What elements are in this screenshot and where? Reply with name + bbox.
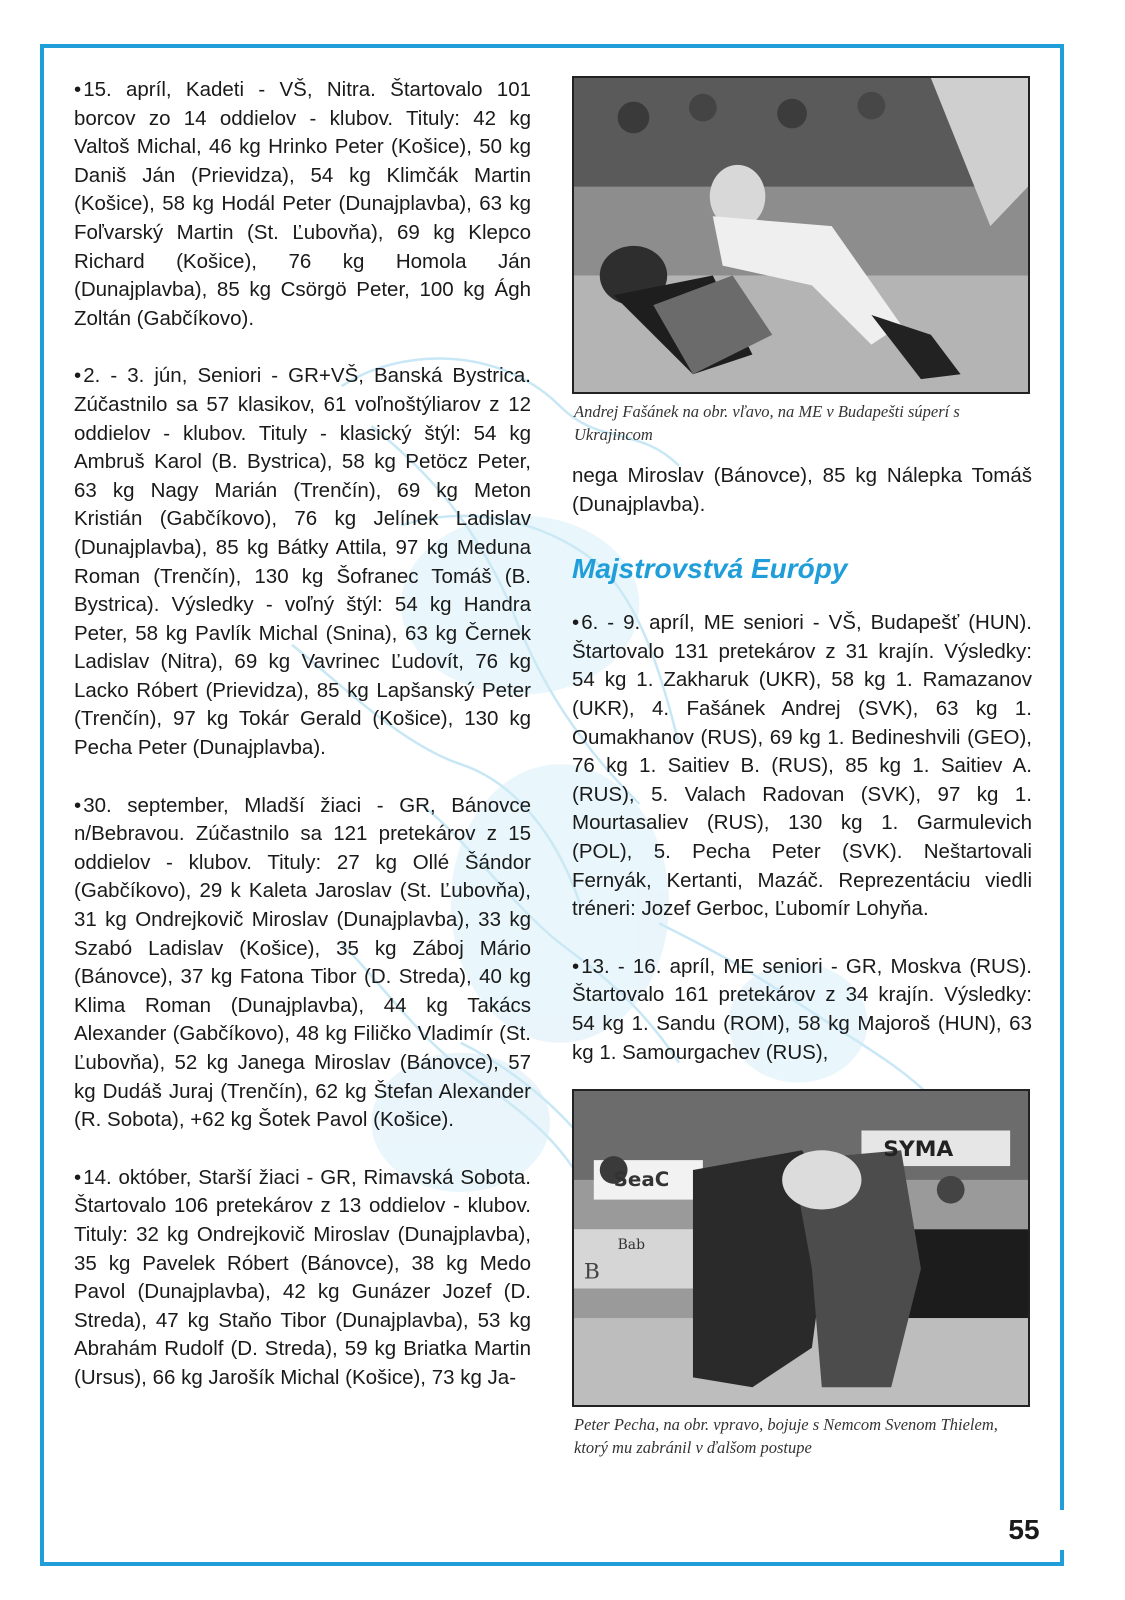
photo-sign-seac: SeaC xyxy=(613,1167,670,1191)
article-paragraph: • 6. - 9. apríl, ME seniori - VŠ, Budapešť (HUN). Štartovalo 131 pretekárov z 31 krajín. Výsledky: 54 kg 1. Zakharuk (UKR), 58 kg 1. Ramazanov (UKR), 4. Fašánek Andrej (SVK), 63 kg 1. Oumakhanov (RUS), 69 kg 1. Bedineshvili (GEO), 76 kg 1. Saitiev B. (RUS), 85 kg 1. Saitiev A. (RUS), 5. Valach Radovan (SVK), 97 kg 1. Mourtasaliev (RUS), 130 kg 1. Garmulevich (POL), 5. Pecha Peter (SVK). Neštartovali Fernyák, Kertanti, Mazáč. Reprezentáciu viedli tréneri: Jozef Gerboc, Ľubomír Lohyňa. xyxy=(572,609,1032,924)
photo-1-caption: Andrej Fašánek na obr. vľavo, na ME v Budapešti súperí s Ukrajincom xyxy=(574,402,960,444)
article-paragraph: • 30. september, Mladší žiaci - GR, Bánovce n/Bebravou. Zúčastnilo sa 121 pretekárov z 15 oddielov - klubov. Tituly: 27 kg Ollé Šándor (Gabčíkovo), 29 k Kaleta Jaroslav (St. Ľubovňa), 31 kg Ondrejkovič Miroslav (Dunajplavba), 33 kg Szabó Ladislav (Košice), 35 kg Záboj Mário (Bánovce), 37 kg Fatona Tibor (D. Streda), 40 kg Klima Roman (Dunajplavba), 44 kg Takács Alexander (Gabčíkovo), 48 kg Filičko Vladimír (St. Ľubovňa), 52 kg Janega Miroslav (Bánovce), 57 kg Dudáš Juraj (Trenčín), 62 kg Štefan Alexander (R. Sobota), +62 kg Šotek Pavol (Košice). xyxy=(74,792,531,1135)
page-number-box xyxy=(984,1510,1064,1550)
page-number: 55 xyxy=(1008,1514,1040,1545)
wrestling-photo-1 xyxy=(572,76,1030,394)
wrestling-photo-1-image xyxy=(574,78,1028,392)
continuation-paragraph: nega Miroslav (Bánovce), 85 kg Nálepka Tomáš (Dunajplavba). xyxy=(572,464,1032,516)
right-text-column xyxy=(572,76,1032,1459)
page-frame xyxy=(40,44,1064,1566)
wrestling-photo-2-image xyxy=(574,1091,1028,1405)
photo-sign-bab: Bab xyxy=(617,1237,645,1254)
article-paragraph: • 15. apríl, Kadeti - VŠ, Nitra. Štartovalo 101 borcov zo 14 oddielov - klubov. Tituly: 42 kg Valtoš Michal, 46 kg Hrinko Peter (Košice), 50 kg Daniš Ján (Prievidza), 54 kg Klimčák Martin (Košice), 58 kg Hodál Peter (Dunajplavba), 63 kg Foľvarský Martin (St. Ľubovňa), 69 kg Klepco Richard (Košice), 76 kg Homola Ján (Dunajplavba), 85 kg Csörgö Peter, 100 kg Ágh Zoltán (Gabčíkovo). xyxy=(74,76,531,333)
article-paragraph: • 13. - 16. apríl, ME seniori - GR, Moskva (RUS). Štartovalo 161 pretekárov z 34 krajín. Výsledky: 54 kg 1. Sandu (ROM), 58 kg Majoroš (HUN), 63 kg 1. Samourgachev (RUS), xyxy=(572,953,1032,1067)
article-paragraph: • 14. október, Starší žiaci - GR, Rimavská Sobota. Štartovalo 106 pretekárov z 13 oddielov - klubov. Tituly: 32 kg Ondrejkovič Miroslav (Dunajplavba), 35 kg Pavelek Róbert (Bánovce), 38 kg Medo Pavol (Dunajplavba), 42 kg Gunázer Jozef (D. Streda), 47 kg Staňo Tibor (Dunajplavba), 53 kg Abrahám Rudolf (D. Streda), 59 kg Briatka Martin (Ursus), 66 kg Jarošík Michal (Košice), 73 kg Ja- xyxy=(74,1164,531,1393)
photo-sign-syma: SYMA xyxy=(883,1137,954,1163)
section-heading: Majstrovstvá Európy xyxy=(572,553,848,585)
photo-sign-b: B xyxy=(583,1259,600,1285)
article-paragraph: • 2. - 3. jún, Seniori - GR+VŠ, Banská Bystrica. Zúčastnilo sa 57 klasikov, 61 voľnoštýliarov z 12 oddielov - klubov. Tituly - klasický štýl: 54 kg Ambruš Karol (B. Bystrica), 58 kg Petöcz Peter, 63 kg Nagy Marián (Trenčín), 69 kg Meton Kristián (Gabčíkovo), 76 kg Jelínek Ladislav (Dunajplavba), 85 kg Bátky Attila, 97 kg Meduna Roman (Trenčín), 130 kg Šofranec Tomáš (B. Bystrica). Výsledky - voľný štýl: 54 kg Handra Peter, 58 kg Pavlík Michal (Snina), 63 kg Černek Ladislav (Nitra), 69 kg Vavrinec Ľudovít, 76 kg Lacko Róbert (Prievidza), 85 kg Lapšanský Peter (Trenčín), 97 kg Tokár Gerald (Košice), 130 kg Pecha Peter (Dunajplavba). xyxy=(74,362,531,762)
wrestling-photo-2 xyxy=(572,1089,1030,1407)
photo-2-caption: Peter Pecha, na obr. vpravo, bojuje s Nemcom Svenom Thielem, ktorý mu zabránil v ďalšom postupe xyxy=(574,1415,998,1458)
left-text-column xyxy=(74,76,531,1422)
